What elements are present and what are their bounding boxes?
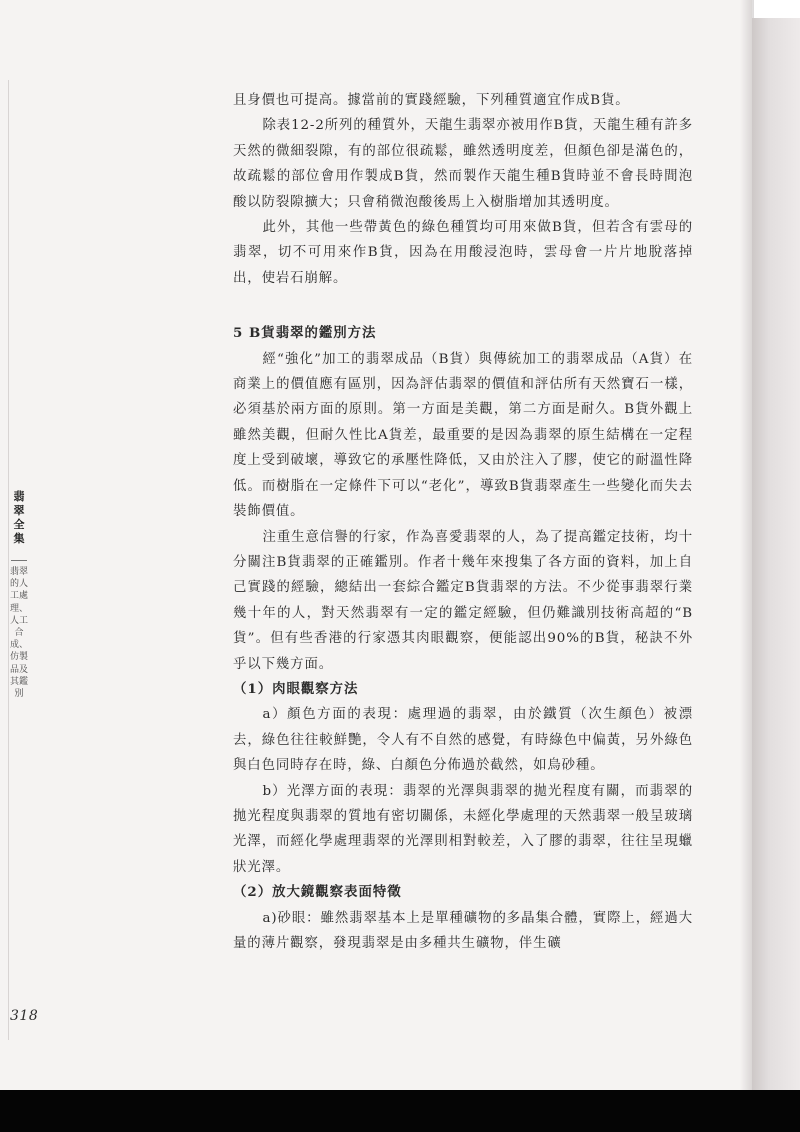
paragraph-5: 注重生意信譽的行家，作為喜愛翡翠的人，為了提高鑑定技術，均十分關注B貨翡翠的正確鑑別。作者十幾年來搜集了各方面的資料，加上自己實踐的經驗，總結出一套綜合鑑定B貨翡翠的方法。不少從事翡翠行業幾十年的人，對天然翡翠有一定的鑑定經驗，但仍難識別技術高超的“B貨”。但有些香港的行家憑其肉眼觀察，便能認出90%的B貨，秘訣不外乎以下幾方面。 xyxy=(233,529,693,672)
body-text xyxy=(233,88,693,956)
subheading-1: （1）肉眼觀察方法 xyxy=(233,680,359,697)
book-binding-edge xyxy=(752,18,800,1090)
scan-bottom-border xyxy=(0,1090,800,1132)
paragraph-7: b）光澤方面的表現：翡翠的光澤與翡翠的拋光程度有關，而翡翠的拋光程度與翡翠的質地有密切關係，未經化學處理的天然翡翠一般呈玻璃光澤，而經化學處理翡翠的光澤則相對較差，入了膠的翡翠，往往呈現蠟狀光澤。 xyxy=(233,783,693,875)
paragraph-8: a)砂眼：雖然翡翠基本上是單種礦物的多晶集合體，實際上，經過大量的薄片觀察，發現翡翠是由多種共生礦物，伴生礦 xyxy=(233,910,693,951)
paragraph-2: 除表12-2所列的種質外，天龍生翡翠亦被用作B貨，天龍生種有許多天然的微細裂隙，有的部位很疏鬆，雖然透明度差，但顏色卻是滿色的，故疏鬆的部位會用作製成B貨，然而製作天龍生種B貨時並不會長時間泡酸以防裂隙擴大；只會稍微泡酸後馬上入樹脂增加其透明度。 xyxy=(233,118,693,210)
side-running-title: 翡翠全集 xyxy=(13,490,25,545)
paragraph-1: 且身價也可提高。據當前的實踐經驗，下列種質適宜作成B貨。 xyxy=(233,93,630,108)
section-heading: 5 B貨翡翠的鑑別方法 xyxy=(233,325,377,342)
subheading-2: （2）放大鏡觀察表面特徵 xyxy=(233,884,402,901)
page-left-rule xyxy=(8,80,9,1040)
paragraph-3: 此外，其他一些帶黃色的綠色種質均可用來做B貨，但若含有雲母的翡翠，切不可用來作B貨，因為在用酸浸泡時，雲母會一片片地脫落掉出，使岩石崩解。 xyxy=(233,220,693,286)
paragraph-4: 經“強化”加工的翡翠成品（B貨）與傳統加工的翡翠成品（A貨）在商業上的價值應有區別，因為評估翡翠的價值和評估所有天然寶石一樣，必須基於兩方面的原則。第一方面是美觀，第二方面是耐久。B貨外觀上雖然美觀，但耐久性比A貨差，最重要的是因為翡翠的原生結構在一定程度上受到破壞，導致它的承壓性降低，又由於注入了膠，使它的耐溫性降低。而樹脂在一定條件下可以“老化”，導致B貨翡翠產生一些變化而失去裝飾價值。 xyxy=(233,351,693,520)
paragraph-6: a）顏色方面的表現：處理過的翡翠，由於鐵質（次生顏色）被漂去，綠色往往較鮮艷，令人有不自然的感覺，有時綠色中偏黃，另外綠色與白色同時存在時，綠、白顏色分佈過於截然，如烏砂種。 xyxy=(233,707,693,774)
side-running-subtitle: 翡翠的人工處理、人工合成、仿製品及其鑑別 xyxy=(10,567,29,700)
side-divider xyxy=(11,560,27,561)
section-gap xyxy=(233,291,693,313)
page-number: 318 xyxy=(10,1008,39,1024)
